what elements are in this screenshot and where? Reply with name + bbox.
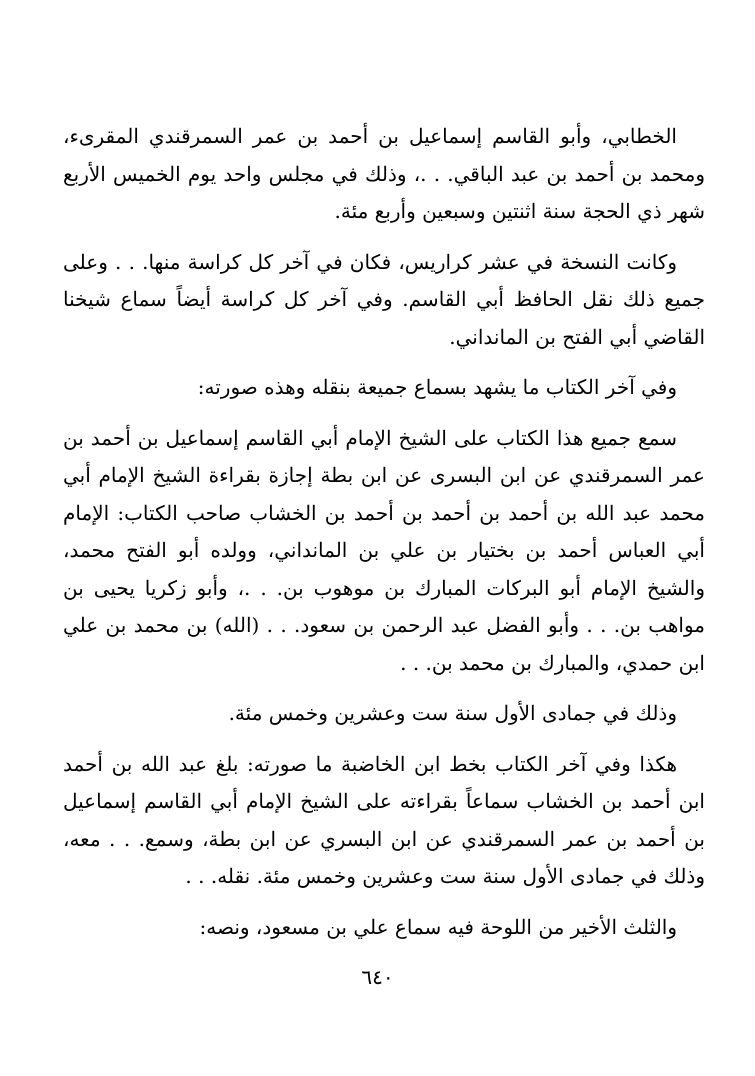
paragraph-7: والثلث الأخير من اللوحة فيه سماع علي بن مسعود، ونصه: — [199, 914, 677, 939]
paragraph-3: وفي آخر الكتاب ما يشهد بسماع جميعة بنقله وهذه صورته: — [197, 375, 677, 399]
paragraph-2: وكانت النسخة في عشر كراريس، فكان في آخر كل كراسة منها. . . وعلى جميع ذلك نقل الحافظ أبي القاسم. وفي آخر كل كراسة أيضاً سماع شيخنا القاضي أبي الفتح بن المانداني. — [63, 249, 705, 349]
paragraph-4: سمع جميع هذا الكتاب على الشيخ الإمام أبي القاسم إسماعيل بن أحمد بن عمر السمرقندي عن ابن البسرى عن ابن بطة إجازة بقراءة الشيخ الإمام أبي محمد عبد الله بن أحمد بن أحمد بن أحمد بن الخشاب صاحب الكتاب: الإمام أبي العباس أحمد بن بختيار بن علي بن المانداني، وولده أبو الفتح محمد، والشيخ الإمام أبو البركات المبارك بن موهوب بن. . .، وأبو زكريا يحيى بن مواهب بن. . . وأبو الفضل عبد الرحمن بن سعود. . . (الله) بن محمد بن علي ابن حمدي، والمبارك بن محمد بن. . . — [63, 425, 705, 675]
paragraph-6: هكذا وفي آخر الكتاب بخط ابن الخاضبة ما صورته: بلغ عبد الله بن أحمد ابن أحمد بن الخشاب سماعاً بقراءته على الشيخ الإمام أبي القاسم إسماعيل بن أحمد بن عمر السمرقندي عن ابن البسري عن ابن بطة، وسمع. . . معه، وذلك في جمادى الأول سنة ست وعشرين وخمس مئة. نقله. . . — [63, 751, 705, 888]
paragraph-1: الخطابي، وأبو القاسم إسماعيل بن أحمد بن عمر السمرقندي المقرىء، ومحمد بن أحمد بن عبد الباقي. . .، وذلك في مجلس واحد يوم الخميس الأربع شهر ذي الحجة سنة اثنتين وسبعين وأربع مئة. — [63, 124, 705, 223]
page-number: ٦٤٠ — [361, 965, 394, 989]
body-text — [63, 118, 705, 959]
paragraph-5: وذلك في جمادى الأول سنة ست وعشرين وخمس مئة. — [228, 701, 677, 725]
